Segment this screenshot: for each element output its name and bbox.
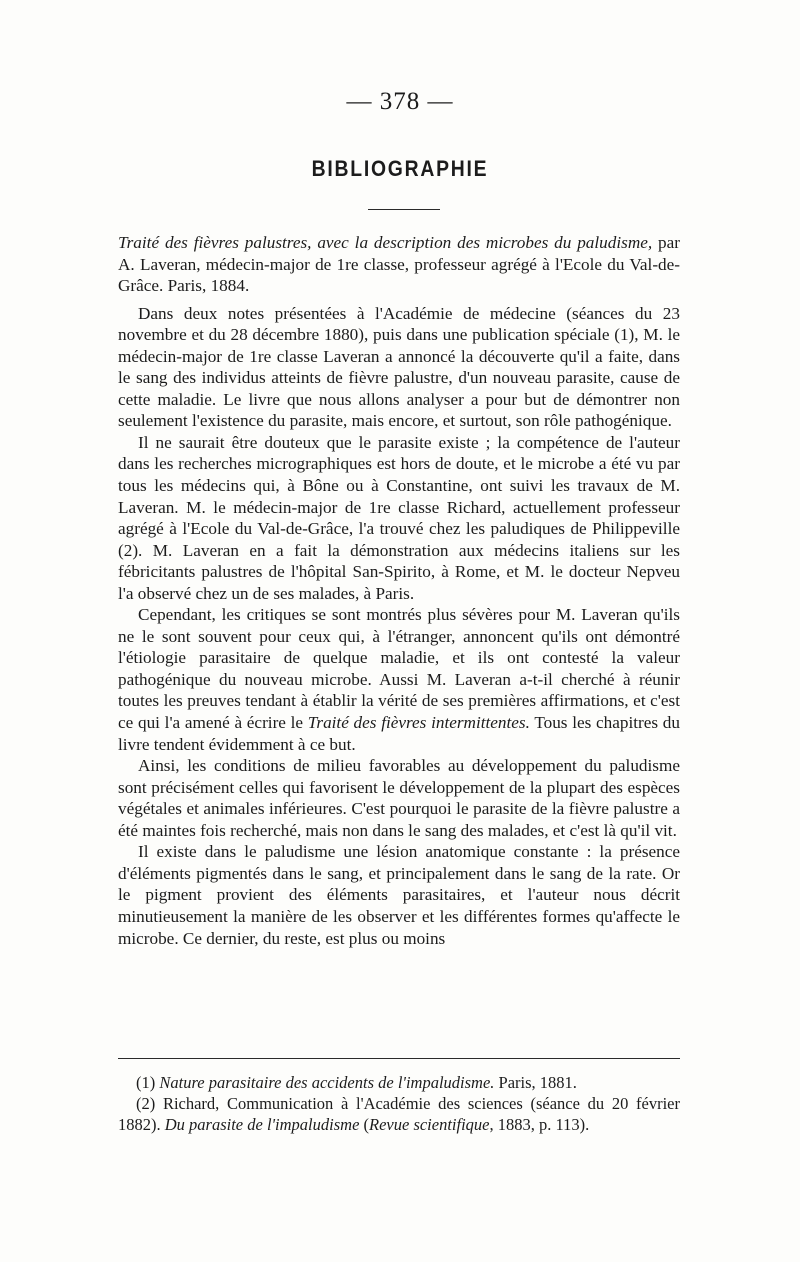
footnote-title: Nature parasitaire des accidents de l'impaludisme.	[159, 1073, 495, 1092]
footnote-label: (1)	[136, 1073, 160, 1092]
critique-text-end: Tous les chapitres du livre tendent évidemment à ce but.	[118, 713, 680, 754]
cited-title: Traité des fièvres intermittentes.	[307, 713, 530, 733]
paragraph: Ainsi, les conditions de milieu favorables au développement du paludisme sont précisément celles qui favorisent le développement de la plupart des espèces végétales et animales inférieures. C'est pourquoi le parasite de la fièvre palustre a été maintes fois recherché, mais non dans le sang des malades, et c'est là qu'il vit.	[118, 756, 680, 840]
paragraph: Dans deux notes présentées à l'Académie de médecine (séances du 23 novembre et du 28 décembre 1880), puis dans une publication spéciale (1), M. le médecin-major de 1re classe Laveran a annoncé la découverte qu'il a faite, dans le sang des individus atteints de fièvre palustre, d'un nouveau parasite, cause de cette maladie. Le livre que nous allons analyser a pour but de démontrer non seulement l'existence du parasite, mais encore, et surtout, son rôle pathogénique.	[118, 303, 680, 431]
section-heading: BIBLIOGRAPHIE	[311, 156, 489, 181]
footnote-text: (	[359, 1115, 370, 1134]
heading-divider	[368, 209, 440, 210]
page-number: — 378 —	[346, 88, 454, 115]
paragraph: Il ne saurait être douteux que le parasite existe ; la compétence de l'auteur dans les recherches micrographiques est hors de doute, et le microbe a été vu par tous les médecins qui, à Bône ou à Constantine, ont suivi les travaux de M. Laveran. M. le médecin-major de 1re classe Richard, actuellement professeur agrégé à l'Ecole du Val-de-Grâce, l'a trouvé chez les paludiques de Philippeville (2). M. Laveran en a fait la démonstration aux médecins italiens sur les fébricitants palustres de l'hôpital San-Spirito, à Rome, et M. le docteur Nepveu l'a observé chez un de ses malades, à Paris.	[118, 432, 680, 603]
footnote-text: Richard, Communication à l'Académie des sciences (séance du 20 février 1882).	[118, 1094, 680, 1134]
footnote-text: Paris, 1881.	[494, 1073, 577, 1092]
paragraph	[118, 604, 680, 755]
footnote-1	[118, 1072, 680, 1093]
footnote-text: , 1883, p. 113).	[489, 1115, 590, 1134]
book-title: Traité des fièvres palustres, avec la description des microbes du paludisme,	[118, 233, 653, 252]
book-reference	[118, 232, 680, 297]
footnote-title: Du parasite de l'impaludisme	[164, 1115, 360, 1134]
footnote-label: (2)	[136, 1094, 163, 1113]
footnote-2	[118, 1093, 680, 1135]
body-text	[118, 232, 680, 949]
footnote-journal: Revue scientifique	[369, 1115, 490, 1134]
footnote-divider	[118, 1058, 680, 1059]
book-details: par A. Laveran, médecin-major de 1re classe, professeur agrégé à l'Ecole du Val-de-Grâce. Paris, 1884.	[118, 233, 680, 296]
paragraph: Il existe dans le paludisme une lésion anatomique constante : la présence d'éléments pigmentés dans le sang, et principalement dans le sang de la rate. Or le pigment provient des éléments parasitaires, et l'auteur nous décrit minutieusement la manière de les observer et les différentes formes qu'affecte le microbe. Ce dernier, du reste, est plus ou moins	[118, 842, 680, 948]
critique-text: Cependant, les critiques se sont montrés plus sévères pour M. Laveran qu'ils ne le sont souvent pour ceux qui, à l'étranger, annoncent qu'ils ont démontré l'étiologie parasitaire de quelque maladie, et ils ont contesté la valeur pathogénique du nouveau microbe. Aussi M. Laveran a-t-il cherché à réunir toutes les preuves tendant à établir la vérité de ses premières affirmations, et c'est ce qui l'a amené à écrire le	[118, 605, 680, 733]
footnotes	[118, 1072, 680, 1135]
